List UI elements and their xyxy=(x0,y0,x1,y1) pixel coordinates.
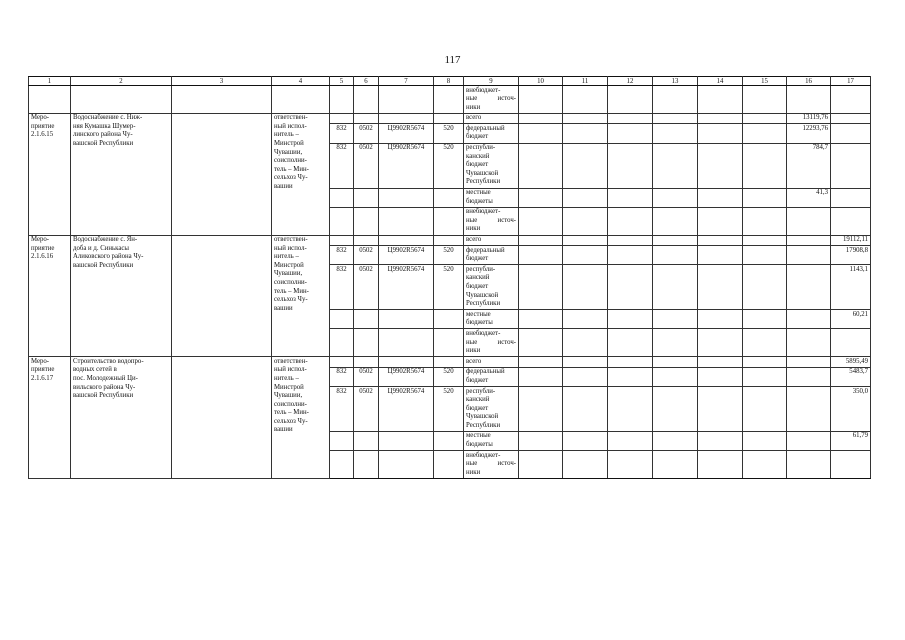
table-cell xyxy=(519,329,563,357)
table-cell xyxy=(519,310,563,329)
grbs-code xyxy=(330,113,354,124)
amount-col17: 60,21 xyxy=(831,310,871,329)
executor-cell: ответствен- ный испол- нитель – Минстрой Чувашии, соисполни- тель – Мин- сельхоз Чу- вашии xyxy=(272,357,330,479)
table-cell xyxy=(698,357,743,368)
table-cell xyxy=(743,86,787,114)
funding-source-cell: федеральный бюджет xyxy=(464,367,519,386)
section-code xyxy=(354,188,379,207)
table-cell xyxy=(698,143,743,188)
table-cell xyxy=(653,357,698,368)
table-row xyxy=(29,113,871,124)
table-cell xyxy=(743,188,787,207)
expense-type-code xyxy=(434,329,464,357)
amount-col17 xyxy=(831,143,871,188)
table-cell xyxy=(653,124,698,143)
table-cell xyxy=(519,387,563,432)
event-id: Меро- приятие 2.1.6.15 xyxy=(29,113,71,235)
header-row xyxy=(29,77,871,86)
target-article-code: Ц9902R5674 xyxy=(379,124,434,143)
section-code xyxy=(354,329,379,357)
column-header: 16 xyxy=(787,77,831,86)
table-cell xyxy=(608,143,653,188)
table-cell xyxy=(698,86,743,114)
table-cell xyxy=(608,451,653,479)
column-header: 17 xyxy=(831,77,871,86)
expense-type-code: 520 xyxy=(434,265,464,310)
amount-col17 xyxy=(831,451,871,479)
table-body xyxy=(29,77,871,479)
funding-source-cell: внебюджет- ные источ- ники xyxy=(464,207,519,235)
expense-type-code: 520 xyxy=(434,124,464,143)
target-article-code xyxy=(379,329,434,357)
grbs-code: 832 xyxy=(330,367,354,386)
table-cell xyxy=(787,86,831,114)
table-cell xyxy=(519,357,563,368)
table-cell xyxy=(519,367,563,386)
event-id: Меро- приятие 2.1.6.16 xyxy=(29,235,71,357)
grbs-code: 832 xyxy=(330,124,354,143)
table-cell xyxy=(743,265,787,310)
amount-col16: 41,3 xyxy=(787,188,831,207)
expense-type-code xyxy=(434,310,464,329)
amount-col17: 1143,1 xyxy=(831,265,871,310)
column-header: 14 xyxy=(698,77,743,86)
table-cell xyxy=(563,451,608,479)
table-cell xyxy=(698,451,743,479)
table-cell xyxy=(743,431,787,450)
grbs-code: 832 xyxy=(330,143,354,188)
table-cell xyxy=(71,86,172,114)
expense-type-code xyxy=(434,357,464,368)
amount-col16 xyxy=(787,451,831,479)
grbs-code xyxy=(330,329,354,357)
section-code: 0502 xyxy=(354,143,379,188)
funding-source-cell: всего xyxy=(464,357,519,368)
target-article-code xyxy=(379,235,434,246)
grbs-code xyxy=(330,310,354,329)
amount-col16 xyxy=(787,207,831,235)
table-cell xyxy=(608,387,653,432)
table-cell xyxy=(519,431,563,450)
amount-col17: 61,79 xyxy=(831,431,871,450)
table-cell xyxy=(172,357,272,479)
expense-type-code: 520 xyxy=(434,143,464,188)
target-article-code: Ц9902R5674 xyxy=(379,143,434,188)
table-cell xyxy=(653,431,698,450)
table-cell xyxy=(743,367,787,386)
target-article-code xyxy=(379,113,434,124)
table-cell xyxy=(608,265,653,310)
table-cell xyxy=(698,265,743,310)
amount-col17: 5895,49 xyxy=(831,357,871,368)
table-cell xyxy=(653,188,698,207)
expense-type-code xyxy=(434,451,464,479)
table-cell xyxy=(563,367,608,386)
event-id: Меро- приятие 2.1.6.17 xyxy=(29,357,71,479)
column-header: 3 xyxy=(172,77,272,86)
table-cell xyxy=(519,113,563,124)
table-cell xyxy=(743,451,787,479)
table-cell xyxy=(698,310,743,329)
table-cell xyxy=(563,235,608,246)
table-cell xyxy=(698,188,743,207)
expense-type-code: 520 xyxy=(434,367,464,386)
expense-type-code: 520 xyxy=(434,387,464,432)
target-article-code: Ц9902R5674 xyxy=(379,387,434,432)
section-code xyxy=(354,310,379,329)
table-cell xyxy=(653,367,698,386)
table-cell xyxy=(743,310,787,329)
amount-col16 xyxy=(787,357,831,368)
amount-col17: 19112,11 xyxy=(831,235,871,246)
table-cell xyxy=(653,235,698,246)
table-cell xyxy=(519,143,563,188)
expense-type-code: 520 xyxy=(434,246,464,265)
table-cell xyxy=(379,86,434,114)
table-cell xyxy=(698,246,743,265)
table-cell xyxy=(519,207,563,235)
table-cell xyxy=(608,310,653,329)
table-cell xyxy=(563,246,608,265)
target-article-code xyxy=(379,310,434,329)
amount-col17 xyxy=(831,188,871,207)
event-name: Водоснабжение с. Ниж- няя Кумашка Шумер- линского района Чу- вашской Республики xyxy=(71,113,172,235)
amount-col16 xyxy=(787,367,831,386)
executor-cell: ответствен- ный испол- нитель – Минстрой Чувашии, соисполни- тель – Мин- сельхоз Чу- вашии xyxy=(272,235,330,357)
funding-source-cell: республи- канский бюджет Чувашской Республики xyxy=(464,265,519,310)
funding-source-cell: республи- канский бюджет Чувашской Республики xyxy=(464,143,519,188)
table-cell xyxy=(608,329,653,357)
column-header: 4 xyxy=(272,77,330,86)
table-cell xyxy=(831,86,871,114)
target-article-code: Ц9902R5674 xyxy=(379,367,434,386)
table-cell xyxy=(608,207,653,235)
table-cell xyxy=(172,113,272,235)
table-cell xyxy=(519,451,563,479)
table-cell xyxy=(563,431,608,450)
funding-source-cell: внебюджет- ные источ- ники xyxy=(464,329,519,357)
table-cell xyxy=(272,86,330,114)
amount-col17 xyxy=(831,113,871,124)
event-name: Водоснабжение с. Ян- доба и д. Синькасы Аликовского района Чу- вашской Республики xyxy=(71,235,172,357)
target-article-code xyxy=(379,451,434,479)
target-article-code: Ц9902R5674 xyxy=(379,265,434,310)
table-cell xyxy=(563,265,608,310)
grbs-code: 832 xyxy=(330,265,354,310)
continuation-row xyxy=(29,86,871,114)
grbs-code: 832 xyxy=(330,246,354,265)
table-row xyxy=(29,235,871,246)
column-header: 11 xyxy=(563,77,608,86)
table-cell xyxy=(608,357,653,368)
amount-col17: 5483,7 xyxy=(831,367,871,386)
target-article-code xyxy=(379,431,434,450)
column-header: 13 xyxy=(653,77,698,86)
table-cell xyxy=(563,357,608,368)
table-cell xyxy=(653,451,698,479)
table-cell xyxy=(698,235,743,246)
table-cell xyxy=(698,367,743,386)
funding-source-cell: республи- канский бюджет Чувашской Республики xyxy=(464,387,519,432)
table-cell xyxy=(519,124,563,143)
section-code: 0502 xyxy=(354,387,379,432)
funding-source-cell: внебюджет- ные источ- ники xyxy=(464,451,519,479)
table-cell xyxy=(563,188,608,207)
table-cell xyxy=(563,86,608,114)
funding-source-cell: местные бюджеты xyxy=(464,188,519,207)
table-cell xyxy=(653,265,698,310)
table-cell xyxy=(608,113,653,124)
table-cell xyxy=(743,124,787,143)
executor-cell: ответствен- ный испол- нитель – Минстрой Чувашии, соисполни- тель – Мин- сельхоз Чу- вашии xyxy=(272,113,330,235)
table-cell xyxy=(519,246,563,265)
expense-type-code xyxy=(434,113,464,124)
table-cell xyxy=(743,357,787,368)
funding-source-cell: местные бюджеты xyxy=(464,431,519,450)
amount-col16 xyxy=(787,387,831,432)
table-cell xyxy=(563,329,608,357)
grbs-code xyxy=(330,188,354,207)
section-code: 0502 xyxy=(354,367,379,386)
table-cell xyxy=(608,235,653,246)
section-code: 0502 xyxy=(354,246,379,265)
table-cell xyxy=(653,207,698,235)
grbs-code: 832 xyxy=(330,387,354,432)
amount-col17 xyxy=(831,329,871,357)
table-cell xyxy=(653,113,698,124)
grbs-code xyxy=(330,431,354,450)
column-header: 10 xyxy=(519,77,563,86)
table-cell xyxy=(743,207,787,235)
table-cell xyxy=(608,86,653,114)
table-cell xyxy=(608,188,653,207)
table-cell xyxy=(172,235,272,357)
section-code xyxy=(354,451,379,479)
table-cell xyxy=(698,113,743,124)
table-cell xyxy=(563,207,608,235)
amount-col16: 784,7 xyxy=(787,143,831,188)
table-cell xyxy=(608,124,653,143)
table-cell xyxy=(698,387,743,432)
expense-type-code xyxy=(434,431,464,450)
table-cell xyxy=(354,86,379,114)
table-cell xyxy=(653,310,698,329)
funding-source-cell: местные бюджеты xyxy=(464,310,519,329)
column-header: 1 xyxy=(29,77,71,86)
target-article-code xyxy=(379,357,434,368)
program-table xyxy=(28,76,871,479)
table-cell xyxy=(743,329,787,357)
column-header: 12 xyxy=(608,77,653,86)
table-cell xyxy=(698,329,743,357)
table-cell xyxy=(743,246,787,265)
funding-source-cell: федеральный бюджет xyxy=(464,124,519,143)
table-cell xyxy=(743,235,787,246)
column-header: 8 xyxy=(434,77,464,86)
table-cell xyxy=(172,86,272,114)
table-cell xyxy=(563,387,608,432)
section-code xyxy=(354,235,379,246)
table-cell xyxy=(519,188,563,207)
table-cell xyxy=(653,387,698,432)
amount-col17: 350,0 xyxy=(831,387,871,432)
event-name: Строительство водопро- водных сетей в пос. Молодежный Ци- вильского района Чу- вашской Республики xyxy=(71,357,172,479)
section-code xyxy=(354,207,379,235)
table-cell xyxy=(653,143,698,188)
table-cell xyxy=(563,310,608,329)
column-header: 2 xyxy=(71,77,172,86)
amount-col16 xyxy=(787,235,831,246)
target-article-code xyxy=(379,188,434,207)
table-cell xyxy=(29,86,71,114)
table-cell xyxy=(608,431,653,450)
amount-col17 xyxy=(831,207,871,235)
grbs-code xyxy=(330,207,354,235)
amount-col16 xyxy=(787,431,831,450)
amount-col17 xyxy=(831,124,871,143)
column-header: 6 xyxy=(354,77,379,86)
table-cell xyxy=(563,113,608,124)
funding-source-cell: федеральный бюджет xyxy=(464,246,519,265)
amount-col16 xyxy=(787,310,831,329)
target-article-code: Ц9902R5674 xyxy=(379,246,434,265)
section-code xyxy=(354,357,379,368)
expense-type-code xyxy=(434,188,464,207)
section-code: 0502 xyxy=(354,265,379,310)
table-cell xyxy=(563,124,608,143)
expense-type-code xyxy=(434,207,464,235)
table-cell xyxy=(519,235,563,246)
table-cell xyxy=(519,265,563,310)
funding-source-cell: всего xyxy=(464,235,519,246)
table-cell xyxy=(653,246,698,265)
grbs-code xyxy=(330,235,354,246)
funding-source-cell: всего xyxy=(464,113,519,124)
table-cell xyxy=(653,329,698,357)
amount-col16 xyxy=(787,265,831,310)
grbs-code xyxy=(330,451,354,479)
amount-col16: 13119,76 xyxy=(787,113,831,124)
table-cell xyxy=(698,431,743,450)
column-header: 7 xyxy=(379,77,434,86)
amount-col16 xyxy=(787,246,831,265)
table-cell xyxy=(743,143,787,188)
table-cell xyxy=(608,246,653,265)
table-cell xyxy=(743,387,787,432)
column-header: 9 xyxy=(464,77,519,86)
table-cell xyxy=(653,86,698,114)
amount-col17: 17908,8 xyxy=(831,246,871,265)
table-cell xyxy=(434,86,464,114)
table-row xyxy=(29,357,871,368)
section-code: 0502 xyxy=(354,124,379,143)
expense-type-code xyxy=(434,235,464,246)
amount-col16: 12293,76 xyxy=(787,124,831,143)
table-cell xyxy=(698,207,743,235)
column-header: 15 xyxy=(743,77,787,86)
target-article-code xyxy=(379,207,434,235)
section-code xyxy=(354,431,379,450)
funding-source-cell: внебюджет- ные источ- ники xyxy=(464,86,519,114)
table-cell xyxy=(330,86,354,114)
page-number: 117 xyxy=(444,54,461,66)
section-code xyxy=(354,113,379,124)
table-cell xyxy=(743,113,787,124)
table-cell xyxy=(563,143,608,188)
table-cell xyxy=(698,124,743,143)
grbs-code xyxy=(330,357,354,368)
table-cell xyxy=(608,367,653,386)
amount-col16 xyxy=(787,329,831,357)
table-cell xyxy=(519,86,563,114)
column-header: 5 xyxy=(330,77,354,86)
